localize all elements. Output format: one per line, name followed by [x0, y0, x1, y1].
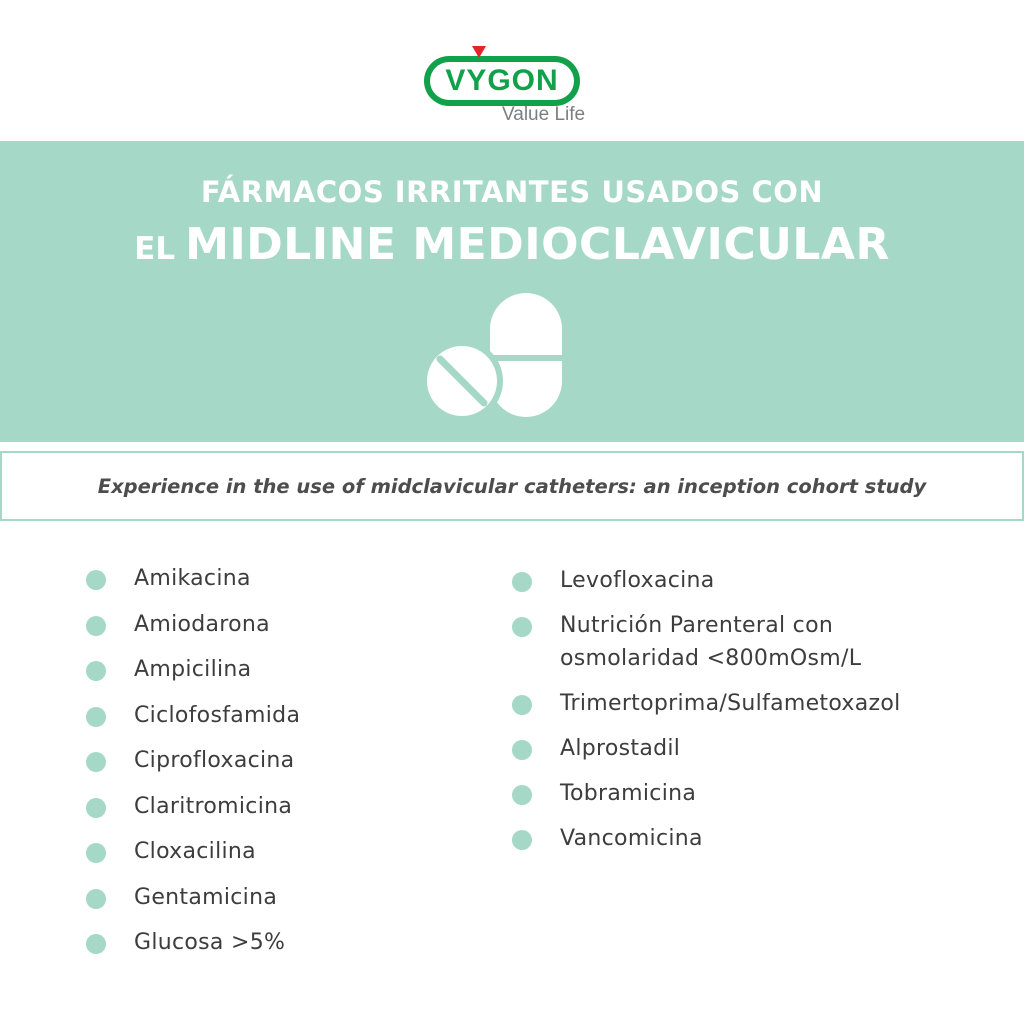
title-banner — [0, 141, 1024, 442]
bullet-icon — [86, 661, 106, 681]
capsule-icon — [490, 293, 562, 417]
bullet-icon — [86, 570, 106, 590]
bullet-icon — [512, 572, 532, 592]
logo-wordmark: VYGON — [445, 64, 559, 97]
list-item — [86, 699, 446, 732]
list-item — [86, 790, 446, 823]
drug-name: Amiodarona — [134, 611, 270, 637]
drug-name: Gentamicina — [134, 884, 278, 910]
list-item — [512, 777, 1012, 810]
list-item — [86, 881, 446, 914]
vygon-logo — [424, 44, 610, 128]
logo-pill-inner — [430, 62, 574, 100]
drug-name: Claritromicina — [134, 793, 293, 819]
bullet-icon — [86, 707, 106, 727]
study-reference-box — [0, 451, 1024, 521]
list-item — [512, 687, 1012, 720]
list-item — [86, 835, 446, 868]
bullet-icon — [512, 617, 532, 637]
logo-pill — [424, 56, 580, 106]
drug-list-right — [512, 564, 1012, 867]
drug-name: Tobramicina — [560, 781, 697, 806]
drug-name: Alprostadil — [560, 736, 681, 761]
drug-name: Ciprofloxacina — [134, 748, 295, 773]
drug-name: Ampicilina — [134, 657, 252, 682]
list-item — [86, 744, 446, 777]
bullet-icon — [512, 830, 532, 850]
drug-name: Levofloxacina — [560, 568, 715, 593]
bullet-icon — [512, 785, 532, 805]
drug-name: Amikacina — [134, 566, 251, 591]
bullet-icon — [86, 934, 106, 954]
list-item — [512, 564, 1012, 597]
drug-name: Vancomicina — [560, 826, 703, 851]
list-item — [512, 822, 1012, 855]
list-item — [86, 608, 446, 641]
drug-name-continued: osmolaridad <800mOsm/L — [560, 646, 862, 671]
drug-name: Cloxacilina — [134, 839, 256, 864]
bullet-icon — [86, 843, 106, 863]
bullet-icon — [512, 740, 532, 760]
drug-list-left — [86, 562, 446, 972]
title-prefix: EL — [134, 231, 176, 267]
drug-name: Ciclofosfamida — [134, 702, 301, 728]
tablet-icon — [421, 340, 503, 421]
logo-red-triangle-icon — [472, 46, 486, 58]
logo-tagline: Value Life — [502, 104, 586, 125]
list-item — [86, 926, 446, 959]
title-line-2 — [0, 219, 1024, 270]
drug-name: Trimertoprima/Sulfametoxazol — [560, 691, 901, 716]
bullet-icon — [86, 798, 106, 818]
drug-name: Nutrición Parenteral con — [560, 613, 834, 638]
pills-icon — [420, 291, 570, 421]
title-main: MIDLINE MEDIOCLAVICULAR — [185, 219, 890, 270]
list-item — [86, 562, 446, 595]
list-item — [512, 732, 1012, 765]
bullet-icon — [86, 616, 106, 636]
bullet-icon — [86, 752, 106, 772]
list-item — [512, 609, 1012, 675]
study-title: Experience in the use of midclavicular catheters: an inception cohort study — [97, 474, 927, 498]
title-line-1: FÁRMACOS IRRITANTES USADOS CON — [200, 175, 824, 209]
bullet-icon — [512, 695, 532, 715]
bullet-icon — [86, 889, 106, 909]
list-item — [86, 653, 446, 686]
drug-name: Glucosa >5% — [134, 930, 286, 955]
